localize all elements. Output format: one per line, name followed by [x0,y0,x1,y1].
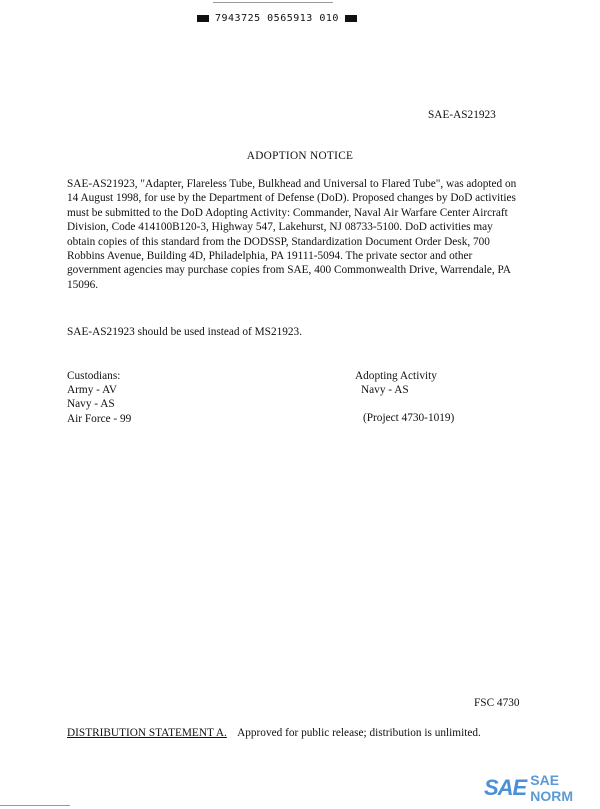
barcode-header [197,13,357,24]
barcode-text: 7943725 0565913 010 [215,13,339,24]
distribution-statement [67,727,481,739]
body-paragraph: SAE-AS21923, "Adapter, Flareless Tube, Bulkhead and Universal to Flared Tube", was adopted on 14 August 1998, for use by the Department of Defense (DoD). Proposed changes by DoD activities must be submitted to the DoD Adopting Activity: Commander, Naval Air Warfare Center Aircraft Division, Code 414100B120-3, Highway 547, Lakehurst, NJ 08733-5100. DoD activities may obtain copies of this standard from the DODSSP, Standardization Document Order Desk, 700 Robbins Avenue, Building 4D, Philadelphia, PA 19111-5094. The private sector and other government agencies may purchase copies from SAE, 400 Commonwealth Drive, Warrendale, PA 15096. [67,178,517,291]
document-id: SAE-AS21923 [428,109,496,121]
custodians-label: Custodians: [67,370,121,382]
custodian-item: Navy - AS [67,398,115,411]
sae-norm-logo [484,772,600,804]
custodian-item: Army - AV [67,384,118,397]
adopting-activity-label: Adopting Activity [355,370,437,382]
adopting-activity-value: Navy - AS [361,384,409,397]
sae-norm-text: SAE NORM [530,772,574,804]
distribution-text: Approved for public release; distribution is unlimited. [237,727,481,739]
fsc-code: FSC 4730 [474,697,520,709]
project-number: (Project 4730-1019) [363,412,455,425]
supersedes-statement: SAE-AS21923 should be used instead of MS21923. [67,326,303,338]
custodian-item: Air Force - 99 [67,412,132,425]
custodians-block [67,369,131,426]
barcode-block-icon [345,15,357,22]
scan-artifact-line [213,2,333,3]
scan-artifact-line [0,805,70,806]
barcode-block-icon [197,15,209,22]
page-title: ADOPTION NOTICE [246,150,354,162]
adopting-activity-block [355,369,454,426]
distribution-label: DISTRIBUTION STATEMENT A. [67,727,227,739]
sae-logo-mark: SAE [484,775,527,800]
